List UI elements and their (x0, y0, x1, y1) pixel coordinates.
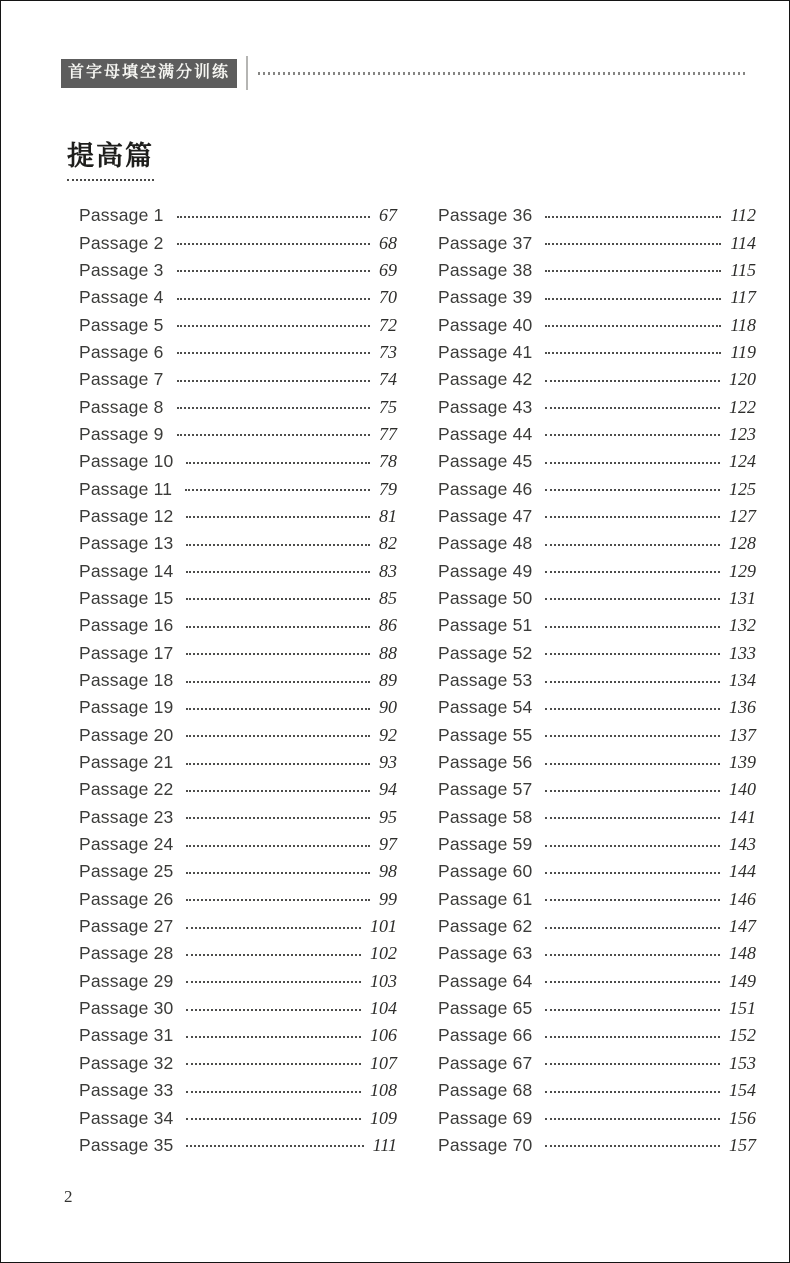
toc-entry-page-number: 131 (729, 587, 756, 608)
toc-dotted-leader (545, 981, 720, 983)
toc-entry-label: Passage 39 (438, 287, 533, 308)
toc-dotted-leader (186, 626, 370, 628)
toc-entry-label: Passage 57 (438, 779, 533, 800)
toc-entry-page-number: 123 (729, 423, 756, 444)
toc-entry-label: Passage 10 (79, 451, 174, 472)
toc-dotted-leader (186, 653, 370, 655)
toc-entry-label: Passage 9 (79, 423, 164, 444)
toc-entry-page-number: 68 (379, 232, 397, 253)
toc-entry (438, 530, 756, 557)
toc-entry (438, 229, 756, 256)
toc-entry-page-number: 129 (729, 560, 756, 581)
toc-dotted-leader (545, 598, 720, 600)
toc-dotted-leader (545, 380, 720, 382)
toc-dotted-leader (545, 352, 721, 354)
toc-dotted-leader (177, 243, 371, 245)
toc-entry-page-number: 69 (379, 259, 397, 280)
toc-entry-page-number: 106 (370, 1025, 397, 1046)
toc-entry (438, 940, 756, 967)
toc-entry (79, 913, 397, 940)
table-of-contents (79, 202, 756, 1159)
toc-entry-label: Passage 27 (79, 916, 174, 937)
toc-entry (79, 940, 397, 967)
toc-entry-page-number: 128 (729, 533, 756, 554)
toc-entry (79, 640, 397, 667)
toc-entry-page-number: 151 (729, 998, 756, 1019)
toc-entry-label: Passage 46 (438, 478, 533, 499)
toc-entry-label: Passage 49 (438, 560, 533, 581)
toc-entry (79, 284, 397, 311)
toc-entry-page-number: 124 (729, 451, 756, 472)
toc-entry-page-number: 140 (729, 779, 756, 800)
toc-dotted-leader (177, 380, 371, 382)
toc-dotted-leader (186, 598, 370, 600)
toc-entry (79, 804, 397, 831)
toc-entry-label: Passage 52 (438, 642, 533, 663)
toc-entry (438, 202, 756, 229)
toc-column-left (79, 202, 397, 1159)
toc-entry-page-number: 82 (379, 533, 397, 554)
toc-entry-label: Passage 14 (79, 560, 174, 581)
toc-dotted-leader (545, 1036, 720, 1038)
toc-entry (79, 448, 397, 475)
toc-dotted-leader (545, 270, 721, 272)
toc-entry-label: Passage 41 (438, 341, 533, 362)
toc-entry-label: Passage 67 (438, 1052, 533, 1073)
toc-entry-label: Passage 26 (79, 888, 174, 909)
toc-dotted-leader (186, 790, 370, 792)
toc-entry-page-number: 153 (729, 1052, 756, 1073)
toc-entry (438, 694, 756, 721)
toc-entry-label: Passage 42 (438, 369, 533, 390)
toc-entry (438, 1077, 756, 1104)
toc-entry-label: Passage 32 (79, 1052, 174, 1073)
toc-entry-page-number: 122 (729, 396, 756, 417)
toc-dotted-leader (177, 407, 371, 409)
toc-dotted-leader (545, 434, 720, 436)
toc-entry-page-number: 67 (379, 205, 397, 226)
toc-entry (79, 421, 397, 448)
toc-entry-page-number: 156 (729, 1107, 756, 1128)
toc-entry-page-number: 119 (730, 341, 756, 362)
toc-dotted-leader (545, 1118, 720, 1120)
toc-entry (438, 776, 756, 803)
toc-entry-page-number: 78 (379, 451, 397, 472)
toc-entry-page-number: 74 (379, 369, 397, 390)
toc-entry (79, 694, 397, 721)
toc-entry (438, 831, 756, 858)
toc-dotted-leader (186, 1009, 361, 1011)
toc-entry-label: Passage 34 (79, 1107, 174, 1128)
toc-entry-page-number: 137 (729, 724, 756, 745)
toc-entry-label: Passage 45 (438, 451, 533, 472)
toc-dotted-leader (186, 899, 370, 901)
toc-entry-page-number: 125 (729, 478, 756, 499)
toc-entry-label: Passage 20 (79, 724, 174, 745)
toc-entry-page-number: 146 (729, 888, 756, 909)
toc-entry (79, 311, 397, 338)
toc-entry-page-number: 99 (379, 888, 397, 909)
toc-dotted-leader (186, 516, 370, 518)
toc-entry-label: Passage 65 (438, 998, 533, 1019)
toc-entry-page-number: 73 (379, 341, 397, 362)
toc-entry-page-number: 89 (379, 670, 397, 691)
toc-entry-page-number: 98 (379, 861, 397, 882)
toc-entry (79, 858, 397, 885)
toc-entry-page-number: 149 (729, 970, 756, 991)
toc-entry-label: Passage 40 (438, 314, 533, 335)
header-vertical-divider (246, 56, 248, 90)
toc-dotted-leader (545, 817, 720, 819)
toc-entry-label: Passage 47 (438, 505, 533, 526)
toc-column-right (438, 202, 756, 1159)
toc-dotted-leader (545, 954, 720, 956)
toc-entry-page-number: 108 (370, 1080, 397, 1101)
toc-entry-label: Passage 44 (438, 423, 533, 444)
toc-entry (79, 229, 397, 256)
toc-entry-page-number: 133 (729, 642, 756, 663)
toc-entry-page-number: 97 (379, 834, 397, 855)
toc-dotted-leader (186, 681, 370, 683)
toc-dotted-leader (545, 407, 720, 409)
toc-entry-page-number: 127 (729, 505, 756, 526)
toc-dotted-leader (545, 763, 720, 765)
toc-entry-page-number: 102 (370, 943, 397, 964)
toc-dotted-leader (186, 735, 370, 737)
toc-dotted-leader (545, 872, 720, 874)
toc-entry (79, 995, 397, 1022)
toc-dotted-leader (545, 243, 721, 245)
toc-entry (438, 393, 756, 420)
toc-entry-label: Passage 68 (438, 1080, 533, 1101)
toc-entry-label: Passage 25 (79, 861, 174, 882)
toc-dotted-leader (545, 653, 720, 655)
toc-entry-label: Passage 12 (79, 505, 174, 526)
toc-entry (438, 475, 756, 502)
toc-dotted-leader (545, 899, 720, 901)
toc-entry-page-number: 103 (370, 970, 397, 991)
toc-entry (79, 366, 397, 393)
toc-entry-page-number: 101 (370, 916, 397, 937)
toc-dotted-leader (545, 489, 720, 491)
toc-dotted-leader (186, 1091, 361, 1093)
toc-entry-label: Passage 1 (79, 205, 164, 226)
toc-entry-page-number: 132 (729, 615, 756, 636)
toc-dotted-leader (545, 571, 720, 573)
running-header (61, 55, 747, 91)
toc-dotted-leader (177, 352, 371, 354)
page-footer (64, 1187, 73, 1207)
toc-entry-label: Passage 63 (438, 943, 533, 964)
toc-entry-label: Passage 53 (438, 670, 533, 691)
toc-dotted-leader (545, 544, 720, 546)
toc-dotted-leader (186, 817, 370, 819)
section-title: 提高篇 (67, 140, 154, 181)
toc-entry (79, 257, 397, 284)
toc-entry-page-number: 114 (730, 232, 756, 253)
toc-entry-label: Passage 62 (438, 916, 533, 937)
toc-entry (79, 557, 397, 584)
toc-entry-label: Passage 16 (79, 615, 174, 636)
toc-entry (438, 421, 756, 448)
toc-entry-label: Passage 21 (79, 752, 174, 773)
toc-dotted-leader (545, 735, 720, 737)
toc-entry-page-number: 90 (379, 697, 397, 718)
toc-entry-page-number: 88 (379, 642, 397, 663)
toc-entry (79, 1050, 397, 1077)
toc-entry-label: Passage 28 (79, 943, 174, 964)
toc-dotted-leader (177, 270, 371, 272)
toc-entry-page-number: 143 (729, 834, 756, 855)
toc-entry-label: Passage 6 (79, 341, 164, 362)
toc-entry (79, 1077, 397, 1104)
toc-entry-label: Passage 7 (79, 369, 164, 390)
toc-entry (438, 612, 756, 639)
toc-dotted-leader (545, 708, 720, 710)
toc-dotted-leader (186, 544, 370, 546)
toc-entry-label: Passage 55 (438, 724, 533, 745)
toc-entry (79, 585, 397, 612)
toc-entry-label: Passage 51 (438, 615, 533, 636)
toc-entry-label: Passage 54 (438, 697, 533, 718)
toc-entry-label: Passage 5 (79, 314, 164, 335)
toc-entry-label: Passage 24 (79, 834, 174, 855)
toc-entry (438, 1132, 756, 1159)
toc-entry-label: Passage 61 (438, 888, 533, 909)
toc-entry-label: Passage 58 (438, 806, 533, 827)
toc-entry-page-number: 77 (379, 423, 397, 444)
toc-entry-page-number: 157 (729, 1134, 756, 1155)
toc-dotted-leader (545, 1009, 720, 1011)
toc-entry-page-number: 104 (370, 998, 397, 1019)
toc-dotted-leader (545, 325, 721, 327)
toc-entry-label: Passage 36 (438, 205, 533, 226)
toc-entry-page-number: 111 (372, 1134, 397, 1155)
toc-entry-label: Passage 50 (438, 587, 533, 608)
toc-entry-label: Passage 3 (79, 259, 164, 280)
toc-entry-label: Passage 60 (438, 861, 533, 882)
header-dotted-rule (258, 72, 747, 75)
toc-entry-page-number: 86 (379, 615, 397, 636)
toc-dotted-leader (177, 216, 371, 218)
toc-entry-label: Passage 56 (438, 752, 533, 773)
toc-entry-page-number: 144 (729, 861, 756, 882)
toc-entry (79, 1022, 397, 1049)
toc-entry (79, 612, 397, 639)
toc-entry (438, 311, 756, 338)
toc-entry (438, 858, 756, 885)
toc-entry (79, 202, 397, 229)
toc-entry (438, 804, 756, 831)
toc-dotted-leader (186, 462, 370, 464)
toc-dotted-leader (545, 927, 720, 929)
toc-entry (438, 968, 756, 995)
toc-entry (438, 503, 756, 530)
toc-entry (79, 393, 397, 420)
toc-dotted-leader (545, 462, 720, 464)
toc-entry (438, 448, 756, 475)
toc-entry-page-number: 148 (729, 943, 756, 964)
toc-dotted-leader (186, 763, 370, 765)
toc-entry (79, 530, 397, 557)
toc-dotted-leader (545, 298, 721, 300)
toc-entry (79, 475, 397, 502)
toc-entry-page-number: 70 (379, 287, 397, 308)
toc-entry-page-number: 72 (379, 314, 397, 335)
toc-entry (79, 968, 397, 995)
toc-entry-page-number: 85 (379, 587, 397, 608)
toc-dotted-leader (186, 1036, 361, 1038)
toc-entry-label: Passage 29 (79, 970, 174, 991)
toc-dotted-leader (545, 626, 720, 628)
toc-dotted-leader (186, 1145, 363, 1147)
toc-entry-label: Passage 30 (79, 998, 174, 1019)
toc-entry-page-number: 83 (379, 560, 397, 581)
toc-dotted-leader (186, 1063, 361, 1065)
toc-entry-page-number: 147 (729, 916, 756, 937)
toc-entry-page-number: 95 (379, 806, 397, 827)
toc-entry-page-number: 117 (730, 287, 756, 308)
toc-dotted-leader (177, 434, 371, 436)
toc-entry (79, 1104, 397, 1131)
toc-entry (438, 749, 756, 776)
toc-entry-label: Passage 11 (79, 478, 173, 499)
toc-entry-label: Passage 59 (438, 834, 533, 855)
toc-entry-label: Passage 70 (438, 1134, 533, 1155)
header-series-badge: 首字母填空满分训练 (61, 59, 237, 88)
toc-entry-label: Passage 69 (438, 1107, 533, 1128)
toc-entry-label: Passage 22 (79, 779, 174, 800)
toc-entry (79, 776, 397, 803)
toc-entry (438, 1022, 756, 1049)
toc-entry-page-number: 79 (379, 478, 397, 499)
toc-dotted-leader (545, 216, 721, 218)
toc-entry (438, 913, 756, 940)
toc-entry (438, 366, 756, 393)
toc-entry-page-number: 154 (729, 1080, 756, 1101)
toc-dotted-leader (186, 927, 361, 929)
toc-entry (438, 284, 756, 311)
toc-entry (438, 886, 756, 913)
toc-dotted-leader (545, 845, 720, 847)
toc-dotted-leader (545, 790, 720, 792)
toc-entry-page-number: 75 (379, 396, 397, 417)
toc-dotted-leader (186, 981, 361, 983)
toc-entry-page-number: 81 (379, 505, 397, 526)
toc-entry-page-number: 118 (730, 314, 756, 335)
toc-entry-label: Passage 23 (79, 806, 174, 827)
toc-entry-label: Passage 18 (79, 670, 174, 691)
toc-entry-page-number: 120 (729, 369, 756, 390)
toc-entry (438, 722, 756, 749)
toc-entry-label: Passage 17 (79, 642, 174, 663)
toc-entry-label: Passage 48 (438, 533, 533, 554)
toc-dotted-leader (177, 298, 371, 300)
toc-dotted-leader (545, 1063, 720, 1065)
toc-dotted-leader (186, 708, 370, 710)
toc-entry (438, 257, 756, 284)
toc-entry-page-number: 152 (729, 1025, 756, 1046)
toc-entry (79, 667, 397, 694)
toc-entry-label: Passage 8 (79, 396, 164, 417)
toc-entry-label: Passage 35 (79, 1134, 174, 1155)
toc-entry (438, 585, 756, 612)
toc-entry (438, 667, 756, 694)
toc-entry-label: Passage 4 (79, 287, 164, 308)
toc-dotted-leader (545, 681, 720, 683)
toc-entry-page-number: 134 (729, 670, 756, 691)
toc-entry-page-number: 92 (379, 724, 397, 745)
toc-entry (79, 503, 397, 530)
toc-dotted-leader (545, 516, 720, 518)
toc-entry (79, 339, 397, 366)
toc-entry-label: Passage 37 (438, 232, 533, 253)
toc-dotted-leader (545, 1145, 720, 1147)
toc-entry (438, 1104, 756, 1131)
toc-entry-page-number: 109 (370, 1107, 397, 1128)
toc-entry (438, 640, 756, 667)
toc-entry-label: Passage 64 (438, 970, 533, 991)
toc-entry-page-number: 112 (730, 205, 756, 226)
toc-dotted-leader (186, 872, 370, 874)
toc-entry (438, 1050, 756, 1077)
toc-dotted-leader (545, 1091, 720, 1093)
toc-dotted-leader (186, 571, 370, 573)
toc-dotted-leader (186, 1118, 361, 1120)
toc-entry-page-number: 94 (379, 779, 397, 800)
toc-entry-page-number: 139 (729, 752, 756, 773)
toc-dotted-leader (186, 845, 370, 847)
toc-entry-page-number: 93 (379, 752, 397, 773)
toc-entry (438, 557, 756, 584)
toc-entry (438, 995, 756, 1022)
toc-dotted-leader (177, 325, 371, 327)
toc-entry-label: Passage 38 (438, 259, 533, 280)
toc-dotted-leader (185, 489, 370, 491)
toc-entry-label: Passage 13 (79, 533, 174, 554)
toc-entry-page-number: 141 (729, 806, 756, 827)
toc-entry-page-number: 115 (730, 259, 756, 280)
toc-entry-label: Passage 66 (438, 1025, 533, 1046)
toc-entry-label: Passage 2 (79, 232, 164, 253)
toc-entry (79, 1132, 397, 1159)
toc-entry-page-number: 136 (729, 697, 756, 718)
toc-entry (79, 886, 397, 913)
folio-page-number: 2 (64, 1187, 73, 1206)
toc-entry (79, 722, 397, 749)
toc-dotted-leader (186, 954, 361, 956)
toc-entry-label: Passage 19 (79, 697, 174, 718)
toc-entry-label: Passage 31 (79, 1025, 174, 1046)
toc-entry (79, 831, 397, 858)
toc-entry-label: Passage 15 (79, 587, 174, 608)
toc-entry (79, 749, 397, 776)
toc-entry-label: Passage 33 (79, 1080, 174, 1101)
toc-entry-label: Passage 43 (438, 396, 533, 417)
toc-entry-page-number: 107 (370, 1052, 397, 1073)
toc-entry (438, 339, 756, 366)
